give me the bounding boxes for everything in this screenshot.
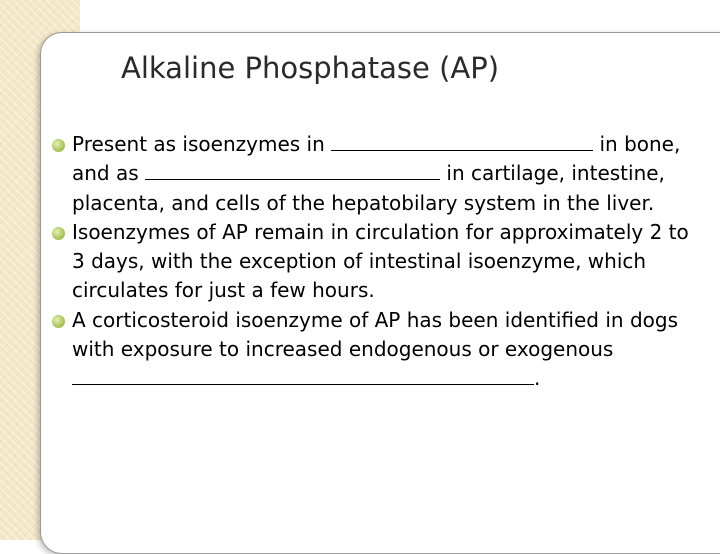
fill-in-blank [331,131,593,151]
fill-in-blank [72,365,534,385]
bullet-text-segment: in bone, and as [72,132,681,186]
slide-title: Alkaline Phosphatase (AP) [121,51,500,85]
bullet-item [52,218,702,306]
fill-in-blank [145,160,440,180]
bullet-item [52,130,702,218]
bullet-text-segment: . [534,366,541,391]
bullet-text-segment: in cartilage, intestine, placenta, and cells of the hepatobilary system in the liver. [72,161,665,215]
bullet-list [52,130,702,394]
bullet-text-segment: A corticosteroid isoenzyme of AP has been identified in dogs with exposure to increased endogenous or exogenous [72,307,678,362]
bullet-icon [52,139,65,152]
bullet-text: Isoenzymes of AP remain in circulation for approximately 2 to 3 days, with the exception of intestinal isoenzyme, which circulates for just a few hours. [72,219,689,303]
bullet-icon [52,315,65,328]
bullet-icon [52,227,65,240]
bullet-text-segment: Present as isoenzymes in [72,132,332,156]
bullet-item [52,306,702,394]
